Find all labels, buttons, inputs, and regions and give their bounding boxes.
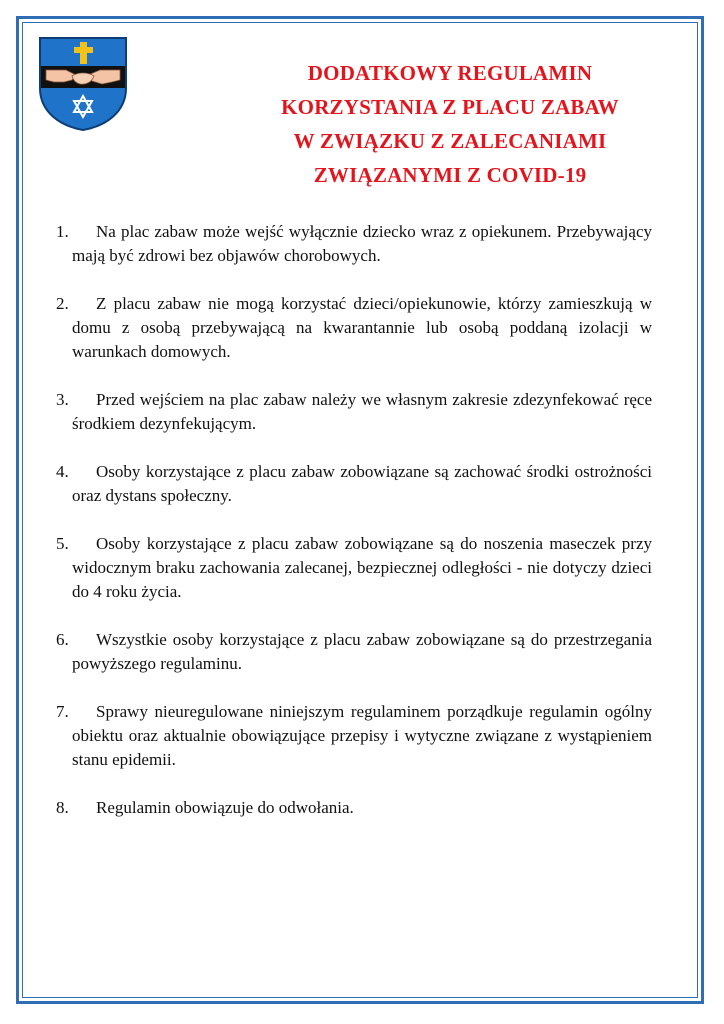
rule-item [56, 460, 652, 508]
rule-number: 5. [56, 534, 69, 553]
rule-item [56, 532, 652, 604]
rule-text: Wszystkie osoby korzystające z placu zabaw zobowiązane są do przestrzegania powyższego regulaminu. [72, 630, 652, 673]
title-line-3: W ZWIĄZKU Z ZALECANIAMI [293, 129, 607, 153]
rule-item [56, 220, 652, 268]
rule-number: 1. [56, 222, 69, 241]
title-line-1: DODATKOWY REGULAMIN [307, 61, 593, 85]
rule-item [56, 388, 652, 436]
rule-text: Osoby korzystające z placu zabaw zobowiązane są do noszenia maseczek przy widocznym braku zachowania zalecanej, bezpiecznej odległości - nie dotyczy dzieci do 4 roku życia. [72, 534, 652, 601]
rule-text: Osoby korzystające z placu zabaw zobowiązane są zachować środki ostrożności oraz dystans społeczny. [72, 462, 652, 505]
title-line-4: ZWIĄZANYMI Z COVID-19 [313, 163, 587, 187]
title-line-2: KORZYSTANIA Z PLACU ZABAW [281, 95, 619, 119]
rule-item [56, 292, 652, 364]
rule-number: 2. [56, 294, 69, 313]
rule-number: 6. [56, 630, 69, 649]
rule-item [56, 700, 652, 772]
rule-text: Na plac zabaw może wejść wyłącznie dziecko wraz z opiekunem. Przebywający mają być zdrowi bez objawów chorobowych. [72, 222, 652, 265]
rule-text: Regulamin obowiązuje do odwołania. [96, 798, 354, 817]
rule-number: 3. [56, 390, 69, 409]
rule-item [56, 628, 652, 676]
rule-number: 8. [56, 798, 69, 817]
coat-of-arms-icon [36, 36, 130, 132]
rule-text: Sprawy nieuregulowane niniejszym regulaminem porządkuje regulamin ogólny obiektu oraz aktualnie obowiązujące przepisy i wytyczne związane z wystąpieniem stanu epidemii. [72, 702, 652, 769]
document-title [190, 56, 710, 192]
rule-item [56, 796, 652, 820]
rule-number: 4. [56, 462, 69, 481]
rules-list [56, 220, 652, 820]
rule-number: 7. [56, 702, 69, 721]
rule-text: Z placu zabaw nie mogą korzystać dzieci/opiekunowie, którzy zamieszkują w domu z osobą przebywającą na kwarantannie lub osobą poddaną izolacji w warunkach domowych. [72, 294, 652, 361]
rule-text: Przed wejściem na plac zabaw należy we własnym zakresie zdezynfekować ręce środkiem dezynfekującym. [72, 390, 652, 433]
